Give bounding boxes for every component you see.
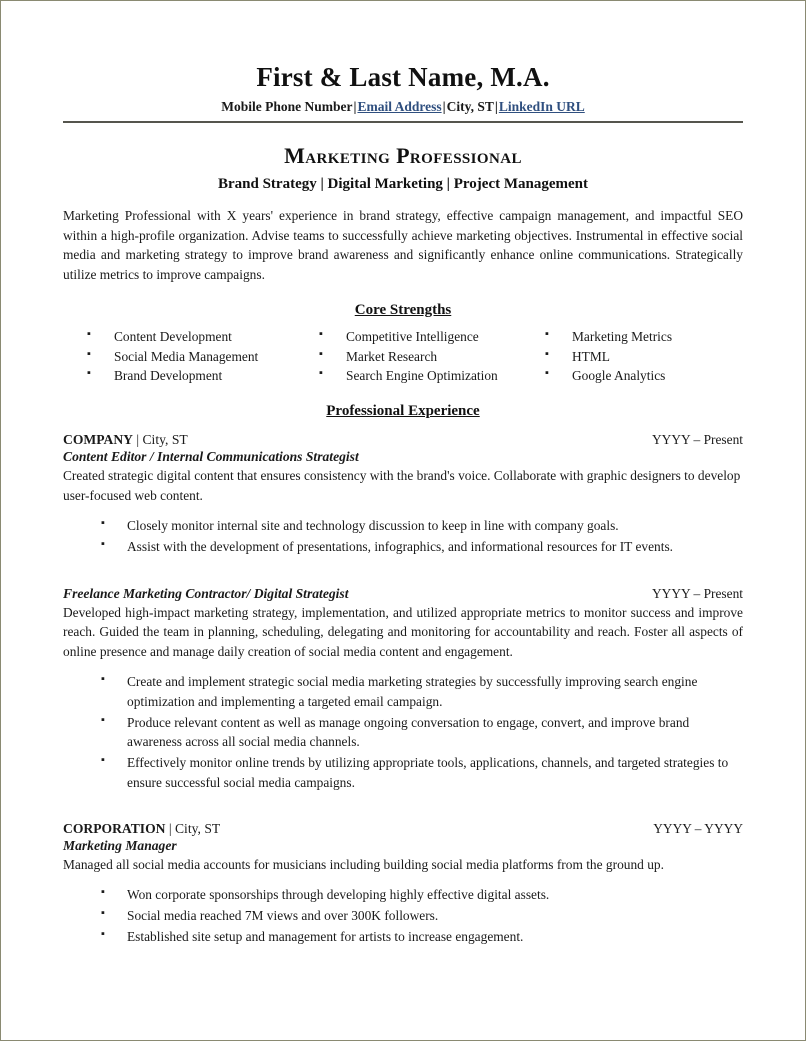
employment-dates: YYYY – YYYY xyxy=(653,820,743,836)
list-item: ▪ Create and implement strategic social media marketing strategies by successfully improving search engine optimization and implementing a targeted email campaign. xyxy=(101,672,743,711)
list-item: ▪ Competitive Intelligence xyxy=(319,327,545,347)
employment-dates: YYYY – Present xyxy=(652,432,743,448)
list-item: ▪ Established site setup and management for artists to increase engagement. xyxy=(101,927,743,947)
job-role-title: Marketing Manager xyxy=(63,837,177,853)
contact-line xyxy=(63,99,743,115)
company-location: | City, ST xyxy=(168,820,221,836)
location-text: City, ST xyxy=(446,98,494,114)
resume-content xyxy=(63,1,743,947)
spacer xyxy=(63,794,743,811)
list-item: ▪ Marketing Metrics xyxy=(545,327,745,347)
list-item: ▪ Produce relevant content as well as manage ongoing conversation to engage, convert, and improve brand awareness across all social media channels. xyxy=(101,713,743,752)
phone-number: Mobile Phone Number xyxy=(221,98,353,114)
job-description: Developed high-impact marketing strategy, implementation, and utilized appropriate metrics to monitor success and improve reach. Guided the team in planning, scheduling, delegating and monitoring for accountability and reach. Foster all aspects of online presence and manage daily creation of social media content and engagement. xyxy=(63,604,743,659)
spacer xyxy=(63,558,743,575)
contact-separator-2: | xyxy=(442,98,446,114)
email-link[interactable]: Email Address xyxy=(357,98,442,114)
experience-entry xyxy=(63,432,743,557)
employment-dates: YYYY – Present xyxy=(652,585,743,601)
list-item: ▪ Won corporate sponsorships through developing highly effective digital assets. xyxy=(101,885,743,905)
experience-heading: Professional Experience xyxy=(326,403,480,420)
experience-entry-header xyxy=(63,432,743,448)
list-item: ▪ Effectively monitor online trends by utilizing appropriate tools, applications, channels, and targeted strategies to ensure successful social media campaigns. xyxy=(101,753,743,792)
contact-separator-3: | xyxy=(494,98,498,114)
job-bullet-list xyxy=(63,672,743,792)
strengths-column-3 xyxy=(545,327,745,386)
list-item: ▪ Google Analytics xyxy=(545,366,745,386)
linkedin-link[interactable]: LinkedIn URL xyxy=(498,98,585,114)
company-location: | City, ST xyxy=(136,432,188,448)
company-line xyxy=(63,432,188,448)
company-name: COMPANY xyxy=(63,432,133,448)
experience-entry xyxy=(63,585,743,793)
job-bullet-list xyxy=(63,885,743,946)
job-description: Created strategic digital content that ensures consistency with the brand's voice. Collaborate with graphic designers to develop user-focused web content. xyxy=(63,468,741,503)
list-item: ▪ Search Engine Optimization xyxy=(319,366,545,386)
core-strengths-list xyxy=(63,327,743,386)
specialties-line: Brand Strategy | Digital Marketing | Project Management xyxy=(217,175,588,192)
experience-entry xyxy=(63,821,743,947)
strengths-column-2 xyxy=(319,327,545,386)
headline-title: Marketing Professional xyxy=(284,142,522,168)
list-item: ▪ Social Media Management xyxy=(87,347,319,367)
job-role-title: Freelance Marketing Contractor/ Digital Strategist xyxy=(63,585,349,601)
applicant-name: First & Last Name, M.A. xyxy=(256,62,550,92)
company-line xyxy=(63,821,220,837)
list-item: ▪ Market Research xyxy=(319,347,545,367)
core-strengths-heading: Core Strengths xyxy=(354,302,452,318)
strengths-column-1 xyxy=(87,327,319,386)
list-item: ▪ Social media reached 7M views and over 300K followers. xyxy=(101,906,743,926)
list-item: ▪ Brand Development xyxy=(87,366,319,386)
job-bullet-list xyxy=(63,516,743,556)
contact-separator-1: | xyxy=(353,98,357,114)
job-role-title: Content Editor / Internal Communications Strategist xyxy=(63,449,359,465)
experience-entry-header xyxy=(63,585,743,602)
list-item: ▪ Assist with the development of presentations, infographics, and informational resources for IT events. xyxy=(101,537,743,557)
header-divider xyxy=(63,121,743,123)
professional-summary: Marketing Professional with X years' experience in brand strategy, effective campaign management, and impactful SEO within a high-profile organization. Advise teams to successfully achieve marketing objectives. Instrumental in effective social media and marketing strategy to improve brand awareness and significantly enhance online communications. Strategically utilize metrics to improve campaigns. xyxy=(63,207,743,283)
company-name: CORPORATION xyxy=(63,820,166,836)
job-description: Managed all social media accounts for musicians including building social media platforms from the ground up. xyxy=(63,856,664,872)
experience-entry-header xyxy=(63,821,743,837)
list-item: ▪ Closely monitor internal site and technology discussion to keep in line with company goals. xyxy=(101,516,743,536)
list-item: ▪ HTML xyxy=(545,347,745,367)
list-item: ▪ Content Development xyxy=(87,327,319,347)
